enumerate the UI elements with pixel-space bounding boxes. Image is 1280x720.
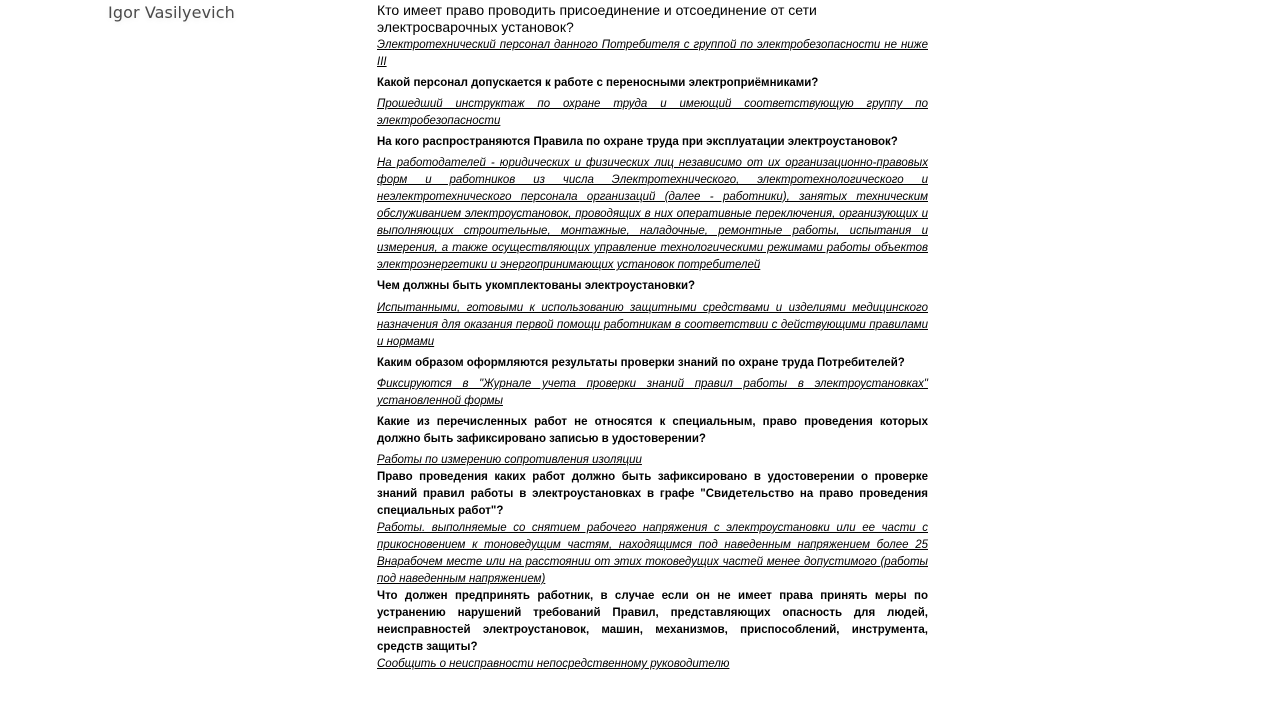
answer-6: Работы по измерению сопротивления изоляции <box>377 454 642 466</box>
answer-4: Испытанными, готовыми к использованию защитными средствами и изделиями медицинского назначения для оказания первой помощи работникам в соответствии с действующими правилами и нормами <box>377 302 928 348</box>
question-3: На кого распространяются Правила по охране труда при эксплуатации электроустановок? <box>377 136 898 148</box>
author-name: Igor Vasilyevich <box>108 3 235 22</box>
question-8: Что должен предпринять работник, в случае если он не имеет права принять меры по устранению нарушений требований Правил, представляющих опасность для людей, неисправностей электроустановок, машин, механизмов, приспособлений, инструмента, средств защиты? <box>377 590 928 653</box>
document-page <box>377 2 928 673</box>
question-2: Какой персонал допускается к работе с переносными электроприёмниками? <box>377 77 819 89</box>
question-5: Каким образом оформляются результаты проверки знаний по охране труда Потребителей? <box>377 357 905 369</box>
answer-2: Прошедший инструктаж по охране труда и имеющий соответствующую группу по электробезопасности <box>377 98 928 127</box>
question-1: Кто имеет право проводить присоединение и отсоединение от сети электросварочных установок? <box>377 2 817 35</box>
answer-3: На работодателей - юридических и физических лиц независимо от их организационно-правовых форм и работников из числа Электротехнического, электротехнологического и неэлектротехнического персонала организаций (далее - работники), занятых техническим обслуживанием электроустановок, проводящих в них оперативные переключения, организующих и выполняющих строительные, монтажные, наладочные, ремонтные работы, испытания и измерения, а также осуществляющих управление технологическими режимами работы объектов электроэнергетики и энергопринимающих установок потребителей <box>377 157 928 271</box>
answer-8: Сообщить о неисправности непосредственному руководителю <box>377 658 730 670</box>
question-6: Какие из перечисленных работ не относятся к специальным, право проведения которых должно быть зафиксировано записью в удостоверении? <box>377 416 928 445</box>
answer-1: Электротехнический персонал данного Потребителя с группой по электробезопасности не ниже III <box>377 39 928 68</box>
question-7: Право проведения каких работ должно быть зафиксировано в удостоверении о проверке знаний правил работы в электроустановках в графе "Свидетельство на право проведения специальных работ"? <box>377 471 928 517</box>
answer-5: Фиксируются в "Журнале учета проверки знаний правил работы в электроустановках" установленной формы <box>377 378 928 407</box>
question-4: Чем должны быть укомплектованы электроустановки? <box>377 280 696 292</box>
answer-7: Работы. выполняемые со снятием рабочего напряжения с электроустановки или ее части с прикосновением к тоноведущим частям, находящимся под наведенным напряжением более 25 Внарабочем месте или на расстоянии от этих токоведущих частей менее допустимого (работы под наведенным напряжением) <box>377 522 928 585</box>
